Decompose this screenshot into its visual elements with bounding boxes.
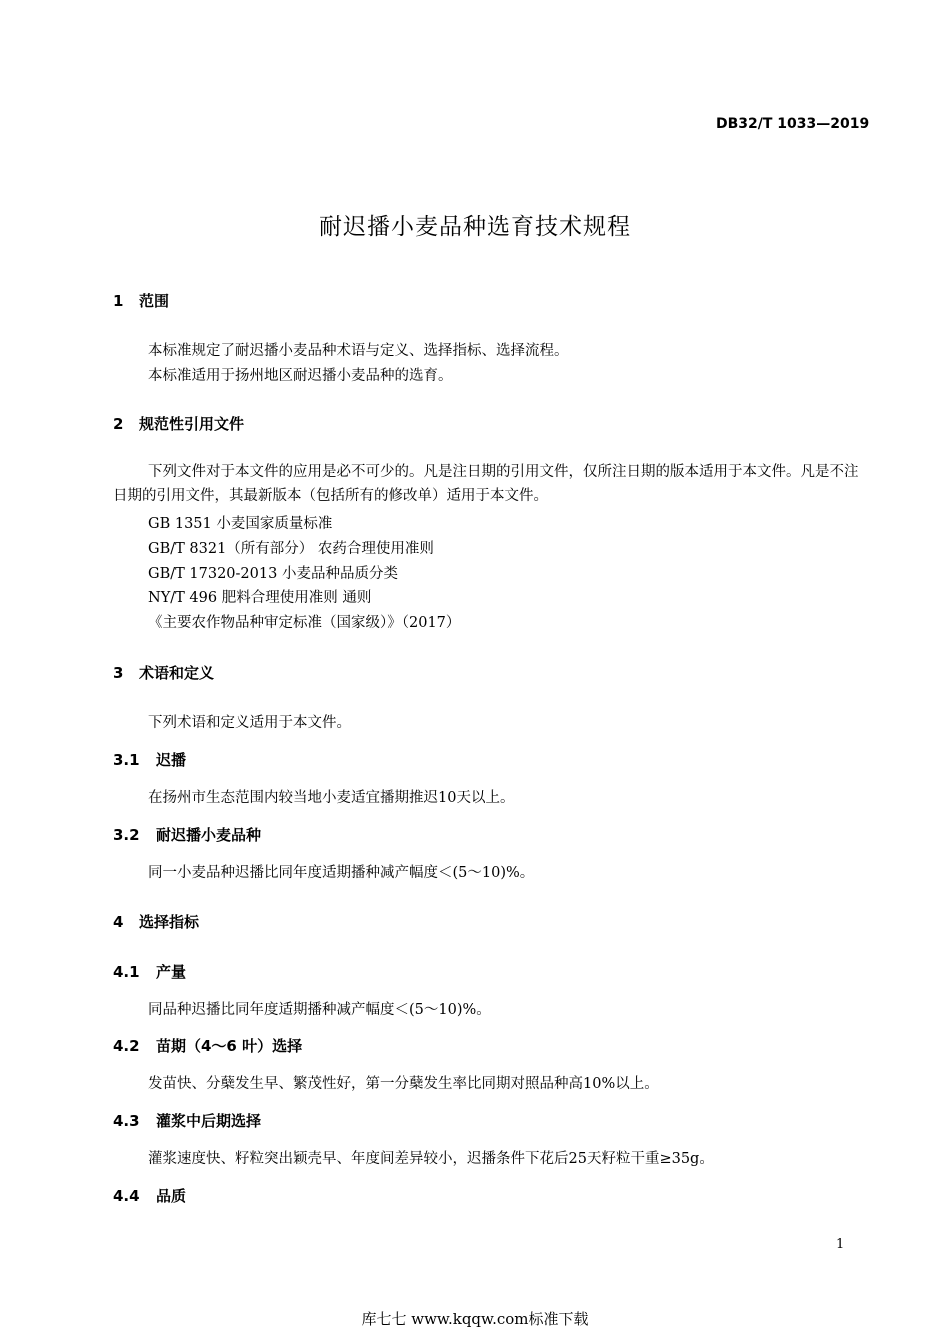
section-1-heading	[113, 290, 169, 311]
subsection-title: 迟播	[156, 751, 187, 769]
paragraph: 在扬州市生态范围内较当地小麦适宜播期推迟10天以上。	[148, 790, 515, 806]
paragraph: 灌浆速度快、籽粒突出颖壳早、年度间差异较小，迟播条件下花后25天籽粒干重≥35g。	[148, 1151, 714, 1167]
section-number: 1	[113, 292, 124, 310]
reference-item: 《主要农作物品种审定标准（国家级）》（2017）	[148, 615, 461, 631]
paragraph: 发苗快、分蘖发生早、繁茂性好，第一分蘖发生率比同期对照品种高10%以上。	[148, 1076, 659, 1092]
section-title: 规范性引用文件	[139, 415, 245, 433]
footer-watermark: 库七七 www.kqqw.com标准下载	[361, 1310, 589, 1328]
subsection-heading	[113, 961, 186, 982]
section-3-heading	[113, 662, 214, 683]
subsection-number: 4.4	[113, 1187, 140, 1205]
section-title: 术语和定义	[139, 664, 215, 682]
subsection-heading	[113, 1110, 261, 1131]
paragraph: 本标准适用于扬州地区耐迟播小麦品种的选育。	[148, 368, 453, 384]
section-4-heading	[113, 911, 199, 932]
section-number: 2	[113, 415, 124, 433]
section-title: 选择指标	[139, 913, 200, 931]
subsection-number: 4.1	[113, 963, 140, 981]
subsection-heading	[113, 749, 186, 770]
subsection-title: 苗期（4～6 叶）选择	[156, 1037, 303, 1055]
document-title: 耐迟播小麦品种选育技术规程	[319, 214, 631, 240]
subsection-title: 灌浆中后期选择	[156, 1112, 262, 1130]
standard-code: DB32/T 1033—2019	[716, 116, 870, 132]
subsection-title: 耐迟播小麦品种	[156, 826, 262, 844]
paragraph: 下列术语和定义适用于本文件。	[148, 715, 351, 731]
subsection-number: 4.2	[113, 1037, 140, 1055]
section-number: 3	[113, 664, 124, 682]
reference-item: GB/T 8321（所有部分） 农药合理使用准则	[148, 541, 434, 557]
subsection-title: 产量	[156, 963, 187, 981]
subsection-number: 3.1	[113, 751, 140, 769]
subsection-heading	[113, 824, 261, 845]
paragraph: 同品种迟播比同年度适期播种减产幅度＜(5～10)%。	[148, 1002, 491, 1018]
section-2-heading	[113, 413, 244, 434]
subsection-title: 品质	[156, 1187, 187, 1205]
paragraph: 本标准规定了耐迟播小麦品种术语与定义、选择指标、选择流程。	[148, 343, 569, 359]
section-number: 4	[113, 913, 124, 931]
reference-item: NY/T 496 肥料合理使用准则 通则	[148, 590, 372, 606]
subsection-heading	[113, 1035, 302, 1056]
section-title: 范围	[139, 292, 170, 310]
paragraph-intro: 下列文件对于本文件的应用是必不可少的。凡是注日期的引用文件，仅所注日期的版本适用于本文件。凡是不注日期的引用文件，其最新版本（包括所有的修改单）适用于本文件。	[113, 464, 859, 504]
reference-item: GB/T 17320-2013 小麦品种品质分类	[148, 566, 398, 582]
reference-item: GB 1351 小麦国家质量标准	[148, 516, 333, 532]
subsection-number: 3.2	[113, 826, 140, 844]
subsection-number: 4.3	[113, 1112, 140, 1130]
page-number: 1	[836, 1237, 845, 1252]
paragraph: 同一小麦品种迟播比同年度适期播种减产幅度＜(5～10)%。	[148, 865, 535, 881]
subsection-heading	[113, 1185, 186, 1206]
